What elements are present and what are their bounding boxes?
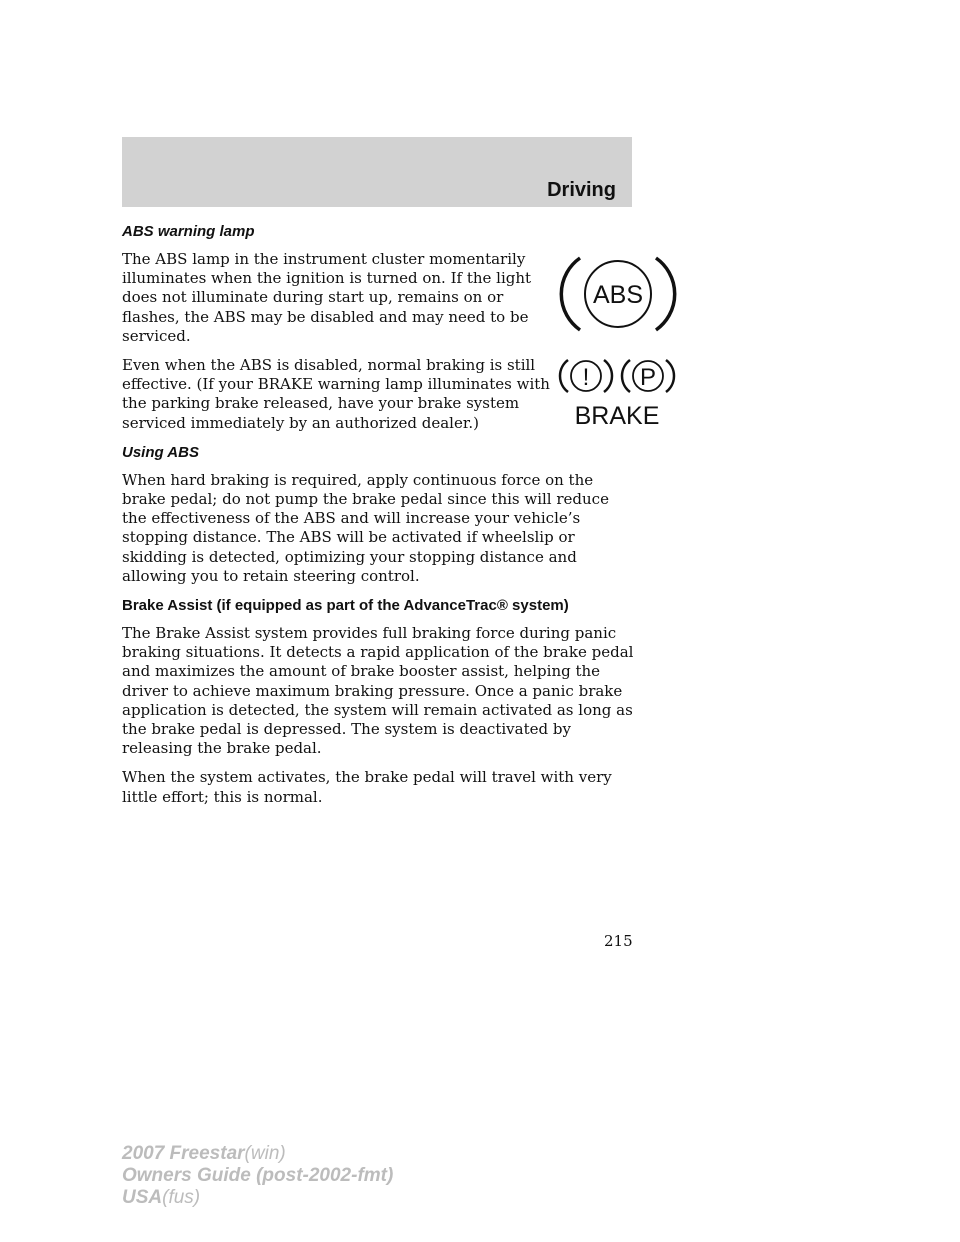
heading-using-abs: Using ABS: [122, 443, 199, 461]
section-header-band: [122, 137, 632, 207]
paragraph-brake-assist-1: The Brake Assist system provides full braking force during panic braking situations. It detects a rapid application of the brake pedal and maximizes the amount of brake booster assist, helping the driver to achieve maximum braking pressure. Once a panic brake application is detected, the system will remain activated as long as the brake pedal is depressed. The system is deactivated by releasing the brake pedal.: [122, 624, 634, 758]
page-number: 215: [604, 932, 633, 950]
footer-guide-format: Owners Guide (post-2002-fmt): [122, 1165, 394, 1186]
footer-market: USA: [122, 1187, 163, 1208]
paragraph-abs-lamp-2: Even when the ABS is disabled, normal braking is still effective. (If your BRAKE warning lamp illuminates with the parking brake released, have your brake system serviced immediately by an authorized dealer.): [122, 356, 550, 432]
brake-park-glyph: P: [639, 364, 657, 392]
paragraph-using-abs: When hard braking is required, apply continuous force on the brake pedal; do not pump the brake pedal since this will reduce the effectiveness of the ABS and will increase your vehicle’s stopping distance. The ABS will be activated if wheelslip or skidding is detected, optimizing your stopping distance and allowing you to retain steering control.: [122, 470, 609, 585]
paragraph-brake-assist-2: When the system activates, the brake pedal will travel with very little effort; this is normal.: [122, 768, 612, 806]
paragraph-abs-lamp-1: The ABS lamp in the instrument cluster momentarily illuminates when the ignition is turned on. If the light does not illuminate during start up, remains on or flashes, the ABS may be disabled and may need to be serviced.: [122, 250, 532, 345]
brake-icon-label: BRAKE: [574, 402, 660, 431]
abs-warning-icon: [558, 244, 678, 344]
footer-model-code: (win): [244, 1143, 286, 1164]
footer-model: 2007 Freestar: [122, 1143, 245, 1164]
section-title: Driving: [547, 179, 616, 201]
brake-warning-icon: [558, 356, 678, 430]
document-footer: [122, 1143, 393, 1209]
heading-abs-warning-lamp: ABS warning lamp: [122, 223, 255, 240]
page-content: [122, 222, 660, 817]
footer-line-1: [122, 1143, 393, 1165]
abs-icon-label: ABS: [592, 281, 644, 309]
footer-line-3: [122, 1187, 393, 1209]
footer-line-2: [122, 1165, 393, 1187]
brake-exclaim-glyph: !: [582, 364, 590, 392]
heading-brake-assist: Brake Assist (if equipped as part of the AdvanceTrac® system): [122, 597, 569, 615]
footer-market-code: (fus): [162, 1187, 201, 1208]
